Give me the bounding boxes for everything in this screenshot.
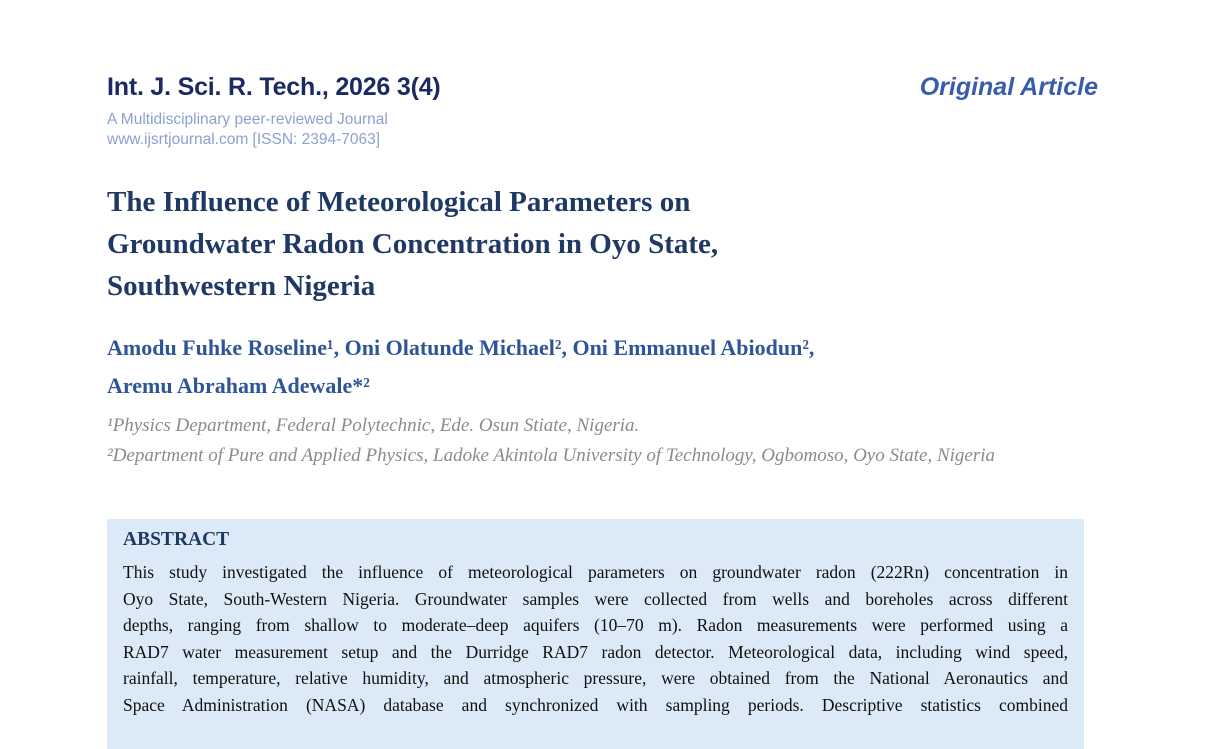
author-list — [107, 329, 1097, 405]
abstract-heading: ABSTRACT — [123, 529, 230, 550]
journal-name: Int. J. Sci. R. Tech., 2026 3(4) — [107, 73, 441, 101]
journal-header — [107, 72, 1098, 150]
abstract-text-line: RAD7 water measurement setup and the Durridge RAD7 radon detector. Meteorological data, including wind speed, — [123, 641, 1068, 662]
journal-url-issn: www.ijsrtjournal.com [ISSN: 2394-7063] — [107, 131, 381, 148]
affiliation-1: ¹Physics Department, Federal Polytechnic, Ede. Osun Stiate, Nigeria. — [107, 415, 640, 436]
abstract-text-line: depths, ranging from shallow to moderate–deep aquifers (10–70 m). Radon measurements were performed using a — [123, 615, 1068, 636]
article-title-line: Southwestern Nigeria — [107, 270, 376, 302]
article-type-label: Original Article — [919, 73, 1098, 101]
journal-subtitle: A Multidisciplinary peer-reviewed Journal — [107, 111, 388, 128]
abstract-section — [107, 519, 1084, 749]
abstract-text-line: Space Administration (NASA) database and synchronized with sampling periods. Descriptive statistics combined — [123, 694, 1068, 715]
affiliations — [107, 411, 1092, 470]
abstract-text-line: rainfall, temperature, relative humidity, and atmospheric pressure, were obtained from the National Aeronautics and — [123, 668, 1068, 689]
article-title — [107, 181, 1007, 307]
article-title-line: Groundwater Radon Concentration in Oyo State, — [107, 228, 719, 260]
abstract-text-line: This study investigated the influence of meteorological parameters on groundwater radon (222Rn) concentration in — [123, 562, 1068, 582]
article-title-line: The Influence of Meteorological Parameters on — [107, 186, 691, 218]
author-line: Amodu Fuhke Roseline¹, Oni Olatunde Michael², Oni Emmanuel Abiodun², — [107, 335, 815, 360]
abstract-text-line: Oyo State, South-Western Nigeria. Groundwater samples were collected from wells and boreholes across different — [123, 588, 1068, 609]
journal-info — [107, 72, 441, 150]
author-line: Aremu Abraham Adewale*² — [107, 373, 370, 398]
affiliation-2: ²Department of Pure and Applied Physics, Ladoke Akintola University of Technology, Ogbomoso, Oyo State, Nigeria — [107, 444, 996, 466]
